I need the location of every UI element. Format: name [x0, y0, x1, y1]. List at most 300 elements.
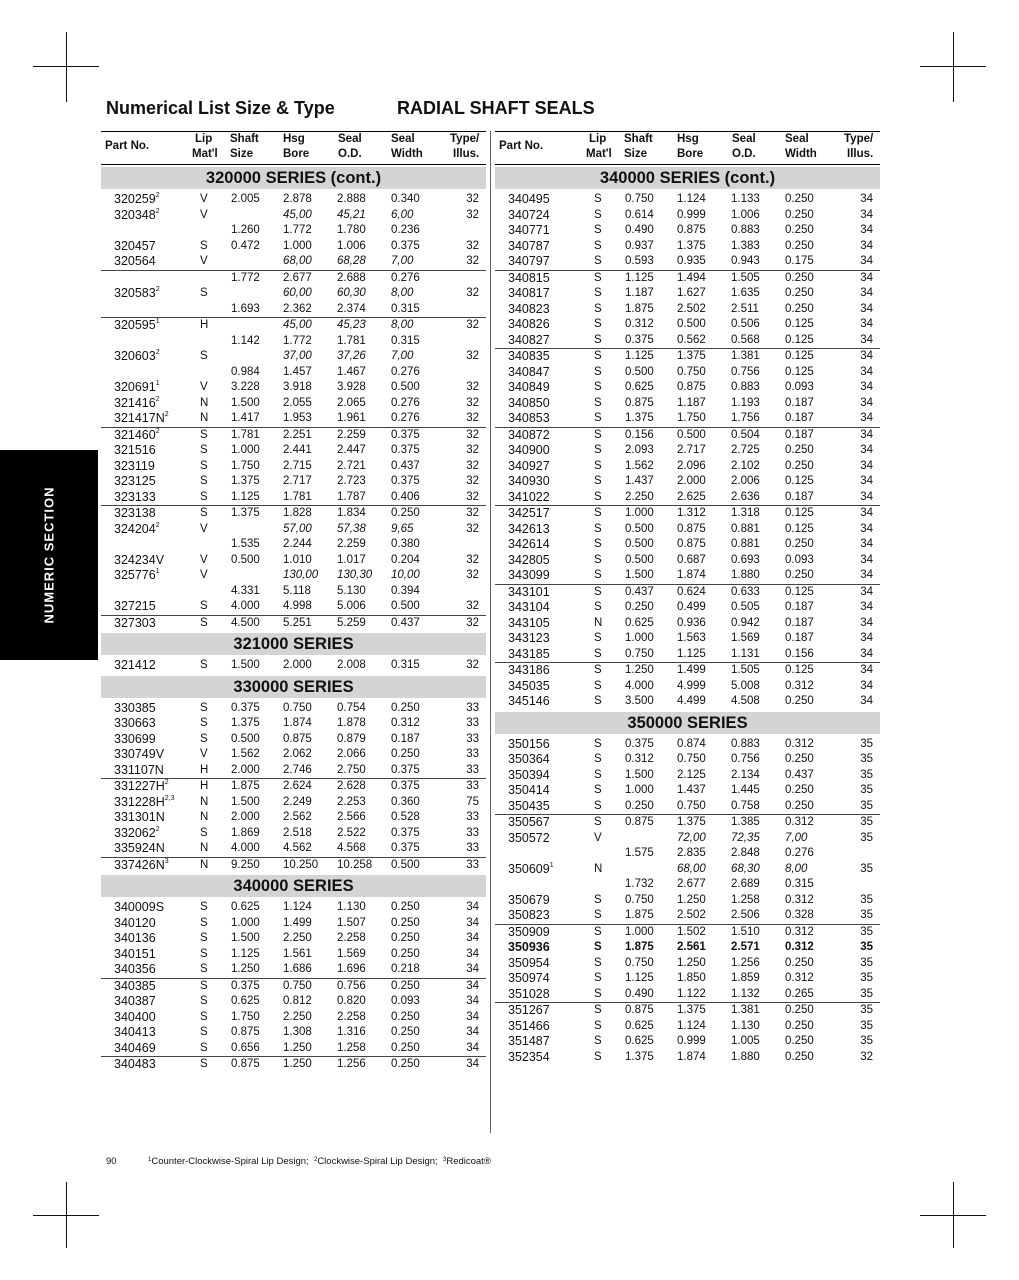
seal-width: 0.250	[785, 799, 814, 812]
part-number: 350364	[508, 752, 550, 766]
type-illus: 34	[860, 381, 873, 393]
seal-od: 1.880	[731, 1050, 760, 1063]
shaft-size: 1.562	[625, 459, 654, 472]
table-row	[101, 916, 486, 932]
lip-material: S	[200, 717, 208, 729]
footnote-mark: 2	[155, 349, 160, 356]
type-illus: 32	[466, 319, 479, 331]
table-row	[101, 553, 486, 569]
seal-width: 0.312	[785, 679, 814, 692]
type-illus: 32	[466, 490, 479, 503]
table-row	[101, 732, 486, 748]
table-row	[101, 537, 486, 553]
type-illus: 34	[860, 412, 873, 424]
table-row	[101, 522, 486, 538]
seal-width: 7,00	[785, 831, 808, 844]
shaft-size: 1.260	[231, 224, 260, 236]
lip-material: S	[200, 901, 208, 913]
header-seal-2: Seal	[785, 133, 809, 145]
table-row	[495, 971, 880, 987]
shaft-size: 4.000	[231, 842, 260, 854]
header-part-no: Part No.	[499, 140, 544, 152]
lip-material: H	[200, 319, 209, 331]
seal-width: 0.187	[785, 601, 814, 613]
lip-material: S	[594, 208, 602, 221]
shaft-size: 4.500	[231, 616, 260, 629]
header-illus: Illus.	[453, 148, 480, 160]
shaft-size: 0.500	[231, 553, 260, 566]
shaft-size: 1.000	[231, 444, 260, 456]
part-number: 343185	[508, 646, 550, 661]
table-row	[495, 584, 880, 601]
lip-material: S	[594, 318, 602, 330]
shaft-size: 1.875	[231, 780, 260, 792]
table-row	[495, 380, 880, 396]
seal-od: 1.131	[731, 647, 760, 660]
shaft-size: 1.562	[231, 748, 260, 760]
seal-width: 8,00	[785, 862, 808, 875]
section-tab	[0, 450, 98, 660]
housing-bore: 0.875	[677, 538, 706, 550]
footnote-mark: 2	[155, 427, 160, 435]
table-row	[495, 846, 880, 862]
seal-od: 1.880	[731, 569, 760, 581]
part-number: 340009S	[114, 900, 165, 914]
type-illus: 33	[466, 701, 479, 714]
seal-width: 0.250	[391, 1058, 420, 1070]
lip-material: S	[594, 428, 602, 441]
lip-material: S	[594, 941, 602, 953]
seal-width: 10,00	[391, 569, 420, 581]
seal-od: 1.467	[337, 365, 366, 378]
shaft-size: 0.490	[625, 224, 654, 236]
type-illus: 33	[466, 717, 479, 729]
lip-material: V	[200, 553, 208, 566]
seal-od: 1.507	[337, 916, 366, 929]
table-body	[495, 167, 880, 1065]
seal-od: 2.259	[337, 538, 366, 550]
seal-od: 0.883	[731, 737, 760, 750]
seal-od: 72,35	[731, 831, 760, 844]
housing-bore: 1.000	[283, 239, 312, 252]
lip-material: S	[200, 287, 208, 299]
shaft-size: 1.535	[231, 538, 260, 550]
lip-material: S	[594, 972, 602, 984]
seal-od: 0.881	[731, 522, 760, 535]
seal-width: 0.375	[391, 239, 420, 252]
type-illus: 34	[860, 695, 873, 707]
lip-material: V	[594, 831, 602, 844]
table-row	[101, 826, 486, 842]
type-illus: 32	[466, 600, 479, 612]
table-row	[495, 752, 880, 768]
shaft-size: 0.875	[625, 816, 654, 828]
part-number: 340387	[114, 994, 156, 1008]
part-number: 327215	[114, 599, 156, 613]
table-row	[495, 208, 880, 224]
seal-od: 1.006	[337, 239, 366, 252]
seal-od: 57,38	[337, 522, 366, 535]
part-number: 340495	[508, 192, 550, 206]
table-row	[495, 799, 880, 815]
part-number: 350156	[508, 736, 550, 751]
page-subtitle: RADIAL SHAFT SEALS	[397, 98, 595, 118]
seal-od: 4.568	[337, 842, 366, 854]
lip-material: S	[594, 350, 602, 362]
part-number: 332062$^2$	[114, 825, 160, 840]
seal-width: 0.250	[785, 271, 814, 284]
part-number: 350936	[508, 940, 550, 954]
shaft-size: 1.000	[625, 925, 654, 938]
housing-bore: 4.999	[677, 679, 706, 692]
type-illus: 32	[466, 350, 479, 362]
lip-material: S	[200, 600, 208, 612]
seal-width: 0.250	[785, 695, 814, 707]
lip-material: S	[594, 585, 602, 598]
seal-width: 0.250	[785, 287, 814, 299]
seal-od: 1.859	[731, 972, 760, 984]
seal-od: 2.522	[337, 826, 366, 839]
housing-bore: 1.437	[677, 784, 706, 796]
table-row	[495, 286, 880, 302]
seal-width: 0.375	[391, 780, 420, 792]
part-number: 350909	[508, 924, 550, 939]
header-size: Size	[230, 148, 254, 160]
type-illus: 35	[860, 1035, 873, 1047]
seal-width: 0.250	[785, 569, 814, 581]
table-row	[495, 223, 880, 239]
type-illus: 33	[466, 826, 479, 839]
housing-bore: 2.250	[283, 1010, 312, 1023]
header-od: O.D.	[338, 148, 362, 160]
seal-od: 5.008	[731, 679, 760, 692]
lip-material: S	[594, 647, 602, 660]
lip-material: S	[594, 799, 602, 812]
housing-bore: 1.122	[677, 987, 706, 1000]
housing-bore: 1.125	[677, 647, 706, 660]
type-illus: 35	[860, 816, 873, 828]
lip-material: V	[200, 522, 208, 535]
lip-material: S	[594, 490, 602, 503]
footnote-3: Redicoat®	[446, 1156, 491, 1167]
table-row	[101, 396, 486, 412]
table-row	[101, 857, 486, 874]
seal-width: 0.187	[785, 396, 814, 409]
table-row	[101, 380, 486, 396]
part-number: 350609$^1$	[508, 861, 554, 876]
seal-width: 8,00	[391, 287, 414, 299]
type-illus: 34	[466, 1010, 479, 1023]
shaft-size: 1.500	[625, 569, 654, 581]
lip-material: S	[200, 616, 208, 629]
type-illus: 32	[466, 522, 479, 535]
seal-od: 1.258	[731, 893, 760, 906]
seal-width: 0.406	[391, 490, 420, 503]
type-illus: 34	[860, 647, 873, 660]
type-illus: 32	[466, 428, 479, 441]
lip-material: N	[594, 616, 603, 629]
seal-width: 6,00	[391, 208, 414, 221]
type-illus: 34	[860, 302, 873, 315]
seal-od: 1.780	[337, 224, 366, 236]
type-illus: 33	[466, 842, 479, 854]
type-illus: 34	[860, 664, 873, 676]
shaft-size: 1.417	[231, 412, 260, 424]
seal-width: 0.125	[785, 664, 814, 676]
table-row	[495, 505, 880, 522]
table-row	[495, 348, 880, 365]
shaft-size: 1.125	[231, 490, 260, 503]
part-number: 343099	[508, 568, 550, 582]
shaft-size: 1.732	[625, 878, 654, 890]
footnote-mark: 2	[164, 411, 169, 418]
type-illus: 34	[466, 1041, 479, 1054]
housing-bore: 68,00	[677, 862, 706, 875]
part-number: 345035	[508, 678, 550, 693]
seal-width: 0.312	[785, 925, 814, 938]
header-od: O.D.	[732, 148, 756, 160]
type-illus: 35	[860, 799, 873, 812]
part-number: 341022	[508, 489, 550, 504]
seal-od: 2.253	[337, 795, 366, 808]
table-row	[101, 1041, 486, 1057]
table-row	[495, 631, 880, 647]
seal-width: 0.250	[785, 302, 814, 315]
seal-width: 0.250	[785, 1050, 814, 1063]
housing-bore: 0.935	[677, 255, 706, 267]
table-row	[101, 1056, 486, 1073]
lip-material: S	[594, 893, 602, 906]
seal-od: 1.017	[337, 553, 366, 566]
housing-bore: 0.750	[283, 701, 312, 714]
seal-od: 2.258	[337, 1010, 366, 1023]
shaft-size: 2.005	[231, 193, 260, 205]
table-row	[101, 254, 486, 270]
shaft-size: 0.750	[625, 893, 654, 906]
table-row	[495, 365, 880, 381]
table-row	[101, 931, 486, 947]
seal-od: 2.066	[337, 748, 366, 760]
table-row	[495, 239, 880, 255]
table-row	[101, 1010, 486, 1026]
seal-width: 0.218	[391, 963, 420, 975]
lip-material: N	[200, 396, 209, 409]
part-number: 324234V	[114, 552, 165, 567]
seal-width: 0.250	[785, 1004, 814, 1016]
seal-width: 0.265	[785, 987, 814, 1000]
header-part-no: Part No.	[105, 140, 150, 152]
table-row	[101, 427, 486, 444]
housing-bore: 0.750	[283, 979, 312, 992]
type-illus: 32	[466, 208, 479, 221]
part-number: 321516	[114, 443, 156, 457]
shaft-size: 4.000	[231, 600, 260, 612]
housing-bore: 1.375	[677, 1004, 706, 1016]
seal-width: 0.276	[785, 847, 814, 859]
part-number: 351487	[508, 1034, 550, 1048]
part-number: 340872	[508, 427, 550, 442]
housing-bore: 2.249	[283, 795, 312, 808]
lip-material: S	[200, 979, 208, 992]
seal-od: 1.878	[337, 717, 366, 729]
page-title: Numerical List Size & Type	[106, 98, 335, 118]
part-number: 342613	[508, 521, 550, 536]
housing-bore: 2.715	[283, 459, 312, 472]
type-illus: 35	[860, 941, 873, 953]
part-number: 340787	[508, 238, 550, 253]
housing-bore: 2.362	[283, 302, 312, 315]
shaft-size: 1.500	[231, 396, 260, 409]
seal-od: 1.569	[337, 947, 366, 960]
seal-width: 0.250	[785, 459, 814, 472]
part-number: 350572	[508, 830, 550, 845]
lip-material: S	[200, 507, 208, 519]
shaft-size: 2.093	[625, 444, 654, 456]
footnote-mark: 1	[155, 380, 160, 387]
shaft-size: 0.500	[625, 522, 654, 535]
part-number: 340900	[508, 443, 550, 457]
seal-od: 1.385	[731, 816, 760, 828]
type-illus: 34	[860, 208, 873, 221]
shaft-size: 0.500	[231, 732, 260, 745]
type-illus: 35	[860, 768, 873, 781]
lip-material: S	[200, 1041, 208, 1054]
table-row	[495, 940, 880, 956]
seal-od: 2.750	[337, 763, 366, 776]
type-illus: 32	[466, 616, 479, 629]
lip-material: H	[200, 763, 209, 776]
seal-width: 9,65	[391, 522, 414, 535]
footnote-mark: 2	[164, 779, 169, 786]
part-number: 342805	[508, 552, 550, 567]
header-hsg: Hsg	[283, 133, 305, 145]
seal-width: 0.250	[391, 701, 420, 714]
shaft-size: 0.984	[231, 365, 260, 378]
shaft-size: 0.625	[625, 1019, 654, 1032]
seal-width: 0.437	[391, 459, 420, 472]
series-band: 340000 SERIES	[101, 875, 486, 897]
table-row	[101, 239, 486, 255]
shaft-size: 1.375	[231, 475, 260, 487]
page-number: 90	[106, 1156, 117, 1167]
table-row	[101, 701, 486, 717]
footnote-mark: 2	[155, 207, 160, 215]
header-lip: Lip	[195, 133, 213, 145]
lip-material: S	[594, 784, 602, 796]
type-illus: 32	[466, 287, 479, 299]
housing-bore: 45,00	[283, 319, 312, 331]
type-illus: 35	[860, 1019, 873, 1032]
shaft-size: 0.490	[625, 987, 654, 1000]
housing-bore: 68,00	[283, 255, 312, 267]
seal-od: 0.754	[337, 701, 366, 714]
type-illus: 34	[860, 333, 873, 346]
lip-material: S	[594, 302, 602, 315]
part-number: 340849	[508, 380, 550, 394]
seal-width: 0.125	[785, 318, 814, 330]
column-divider	[490, 131, 491, 1133]
part-number: 325776$^1$	[114, 568, 160, 582]
housing-bore: 2.717	[283, 475, 312, 487]
table-row	[101, 459, 486, 475]
housing-bore: 1.250	[283, 1041, 312, 1054]
lip-material: S	[594, 271, 602, 284]
lip-material: S	[594, 553, 602, 566]
seal-od: 1.383	[731, 239, 760, 252]
header-bore: Bore	[677, 148, 704, 160]
table-row	[495, 333, 880, 349]
table-row	[101, 584, 486, 600]
seal-width: 0.375	[391, 444, 420, 456]
part-number: 340385	[114, 978, 156, 993]
lip-material: N	[200, 811, 209, 823]
table-row	[495, 459, 880, 475]
part-number: 352354	[508, 1049, 550, 1064]
lip-material: S	[594, 816, 602, 828]
part-number: 340850	[508, 395, 550, 410]
housing-bore: 4.562	[283, 842, 312, 854]
lip-material: S	[594, 396, 602, 409]
housing-bore: 1.499	[677, 664, 706, 676]
seal-width: 0.250	[391, 916, 420, 929]
part-number: 340847	[508, 364, 550, 379]
part-number: 340817	[508, 286, 550, 300]
type-illus: 32	[466, 193, 479, 205]
housing-bore: 2.878	[283, 193, 312, 205]
table-row	[101, 349, 486, 365]
lip-material: S	[594, 522, 602, 535]
shaft-size: 1.375	[231, 507, 260, 519]
shaft-size: 1.693	[231, 302, 260, 315]
table-row	[101, 810, 486, 826]
table-row	[495, 302, 880, 318]
table-row	[495, 411, 880, 427]
housing-bore: 0.874	[677, 737, 706, 750]
seal-od: 2.689	[731, 878, 760, 890]
header-hsg: Hsg	[677, 133, 699, 145]
type-illus: 32	[466, 396, 479, 409]
housing-bore: 2.677	[283, 271, 312, 284]
part-number: 323125	[114, 474, 156, 488]
part-number: 327303	[114, 615, 156, 630]
lip-material: S	[594, 1035, 602, 1047]
seal-od: 68,30	[731, 862, 760, 875]
part-number: 340827	[508, 332, 550, 347]
shaft-size: 1.437	[625, 475, 654, 487]
part-number: 350567	[508, 815, 550, 829]
shaft-size: 0.375	[625, 737, 654, 750]
housing-bore: 2.055	[283, 396, 312, 409]
housing-bore: 1.750	[677, 412, 706, 424]
shaft-size: 1.142	[231, 334, 260, 347]
lip-material: S	[200, 1010, 208, 1023]
shaft-size: 1.000	[625, 632, 654, 644]
shaft-size: 0.937	[625, 239, 654, 252]
table-row	[495, 474, 880, 490]
part-number: 340483	[114, 1057, 156, 1071]
seal-od: 1.193	[731, 396, 760, 409]
lip-material: S	[594, 753, 602, 765]
lip-material: S	[594, 1019, 602, 1032]
seal-od: 2.259	[337, 428, 366, 441]
type-illus: 34	[466, 963, 479, 975]
type-illus: 35	[860, 972, 873, 984]
shaft-size: 3.228	[231, 381, 260, 393]
table-row	[101, 716, 486, 732]
table-row	[101, 962, 486, 978]
type-illus: 34	[466, 995, 479, 1007]
part-number: 351466	[508, 1018, 550, 1033]
